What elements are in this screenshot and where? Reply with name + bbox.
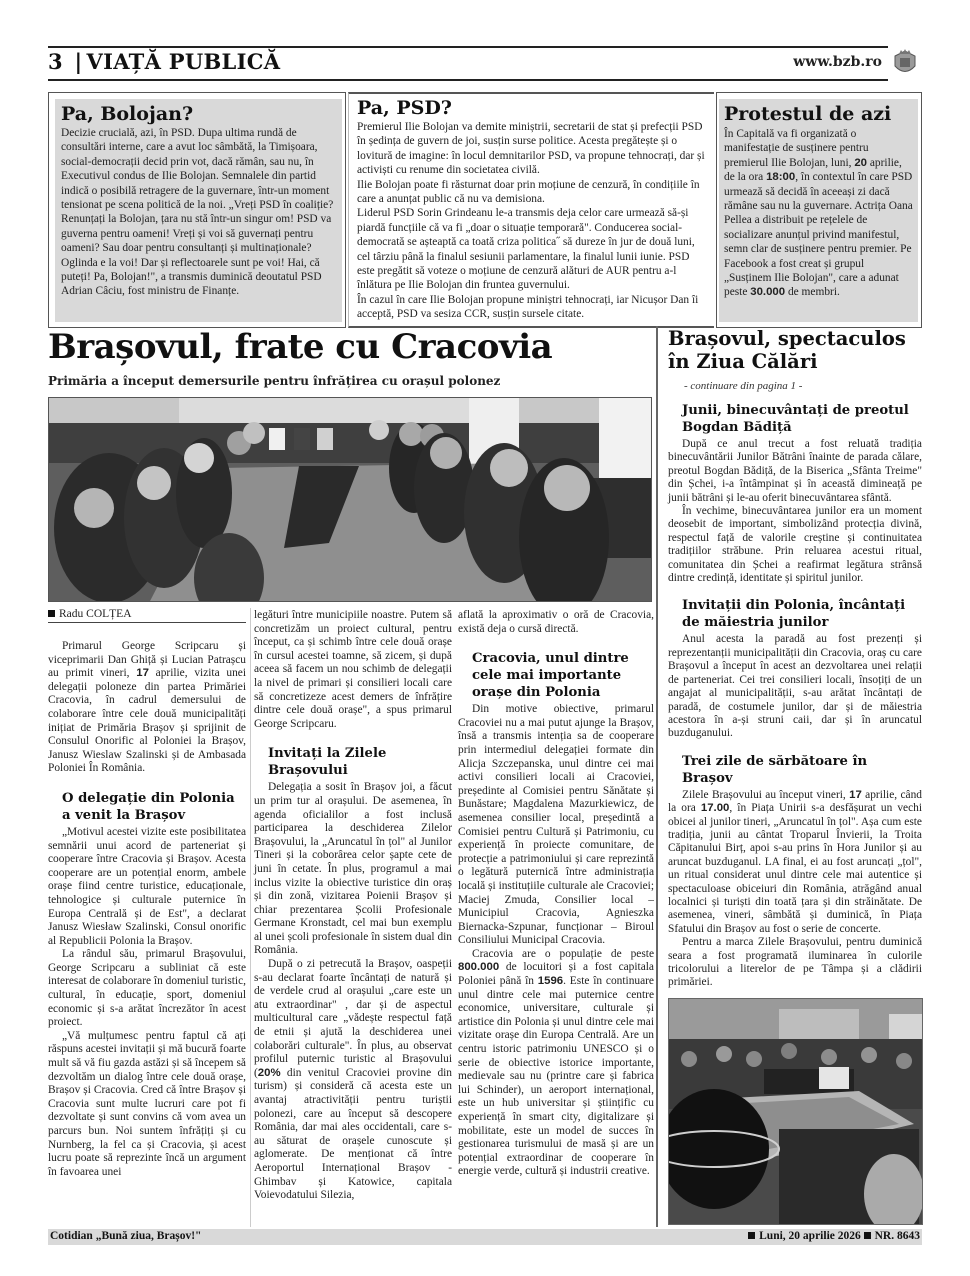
box-body: Decizie crucială, azi, în PSD. Dupa ultima rundă de consultări interne, care a avut loc sâmbătă, la Timișoara, social-democrații decid prin vot, dacă rămân, sau nu, în Executivul condus de Ilie Bolojan. Semnalele din partid indică o posibilă retragere de la guvernare, într-un moment tensionat pe scena politică de la noi. „Vreți PSD în coaliție? Renunțați la Bolojan, țara nu stă într-un singur om! PSD va guverna pentru oameni! Vreți și voi să guvernați pentru oameni? Sau doar pentru consultanți și multinaționale? Oglinda e la voi! Dar și reflectoarele sunt pe voi! Hai, că puteți! Pa, Bolojan!", a transmis duminică deoutatul PSD Adrian Câciu, fost ministru de Finanțe. xyxy=(61,127,334,298)
paragraph: aflată la aproximativ o oră de Cracovia, există deja o cursă directă. xyxy=(458,609,654,635)
paragraph: În vechime, binecuvântarea junilor era un moment deosebit de important, simbolizând protecția divină, respectul față de valorile creștine și continuitatea tradițiilor străbune. Prin reluarea acestui ritual, comunitatea din Șchei a reafirmat legătura strânsă dintre credință, identitate și spiritul junilor. xyxy=(668,505,922,585)
footer-issue-info xyxy=(748,1230,920,1242)
square-bullet-icon xyxy=(864,1232,871,1239)
publication-name: Cotidian „Bună ziua, Brașov!" xyxy=(50,1230,202,1242)
box-title: Pa, PSD? xyxy=(357,97,452,119)
page-number: 3 xyxy=(48,49,63,74)
article-column-3 xyxy=(458,609,654,1179)
continuation-note: - continuare din pagina 1 - xyxy=(684,380,803,392)
subheading: O delegație din Polonia a venit la Brașov xyxy=(62,790,235,823)
author-name: Radu COLȚEA xyxy=(59,608,132,620)
paragraph: Delegația a sosit în Brașov joi, a făcut un prim tur al orașului. De asemenea, în agenda oficialilor a fost inclusă participarea la deschiderea Zilelor Brașovului, la „Aruncatul în țol" al Junilor Tineri și la coborârea celor șapte cete de juni în cetate. În plus, programul a mai inclus vizite la obiective turistice din oraș și din zonă, vizitarea Poienii Brașov și chiar prezentarea Școlii Profesionale Germane Kronstadt, cel mai bun exemplu al unei școli profesionale în sistem dual din România. xyxy=(254,781,452,957)
tourism-share: 20% xyxy=(257,1066,281,1079)
main-article-subtitle: Primăria a început demersurile pentru înfrățirea cu orașul polonez xyxy=(48,374,501,388)
event-time: 18:00 xyxy=(766,171,796,184)
text-run: de membri. xyxy=(785,286,840,299)
text-run: , în Piața Unirii s-a desfășurat un vechi obicei al junilor tineri, „Aruncatul în țol". Așa cum este tradiția, junii au cântat Troparul Învierii, la Troita Căpitanului Birț, apoi s-au prins în Hora Junilor și au aruncat buzduganul. LA final, ei au fost aruncați „țol", un ritual considerat unul dintre cele mai autentice și spectaculoase obiceiuri din România, atrăgând anual localnici și turiști din toată țara și din străinătate. De asemenea, vineri, sâmbătă și duminică, în Piața Sfatului din Brașov au fost o serie de concerte. xyxy=(668,802,923,935)
paragraph: Din motive obiective, primarul Cracoviei nu a mai putut ajunge la Brașov, însă a transmis intenția sa de cooperare prin intermediul delegației formate din Alicja Szczepanska, unul dintre cei mai activi consilieri locali ai Cracoviei, președinte al Comisiei pentru Sănătate și Bunăstare; Magdalena Mazurkiewicz, de asemenea consilier local, președintă a Comisiei pentru Cultură și Patrimoniu, cu experiență în proiecte comunitare, de protecție a patrimoniului și care reprezintă o legătură puternică între administrația locală și instituțiile culturale ale Cracoviei; Maciej Zmuda, Consilier local – Municipiul Cracovia, Agnieszka Biernacka-Szpunar, funcționar – Biroul Consiliului Municipal Cracovia. xyxy=(458,703,654,947)
paragraph: Anul acesta la paradă au fost prezenți și reprezentanții municipalității din Cracovia, oraș cu care Brașovul a început în acest an dezvoltarea unei relații de parteneriat. Cei trei consilieri locali, însoțiți de un angajat al municipalității, s-au arătat încântați de paradă, de costumele junilor, dar și de măiestria acestora în a-și struni caii, dar și în aruncatul buzduganului. xyxy=(668,633,922,740)
paragraph: „Vă mulțumesc pentru faptul că ați răspuns acestei invitații și mă bucură foarte mult să vă fiu gazda astăzi și să începem să dezvoltăm un dialog între cele două orașe, Brașov și Cracovia. Cred că între Brașov și Cracovia sunt multe lucruri care pot fi dezvoltate și sunt convins că vom avea un parcurs bun. Noi suntem înfrățiți și cu Nurnberg, la fel ca și Cracovia, și acest lucru poate să reprezinte încă un argument în favoarea unei xyxy=(48,1029,246,1178)
site-url-link[interactable]: www.bzb.ro xyxy=(793,54,882,70)
section-header xyxy=(48,49,280,74)
box-paragraph: Ilie Bolojan poate fi răsturnat doar prin moțiune de cenzură, în condițiile în care a anunțat public că nu va demisiona. xyxy=(357,178,700,206)
subheading: Invitați la Zilele Brașovului xyxy=(268,746,387,779)
population: 800.000 xyxy=(458,961,500,974)
paragraph: legături între municipiile noastre. Putem să concretizăm un proiect cultural, pentru început, ca și schimb între cele două orașe în cursul acestei toamne, să zicem, și după aceea să facem un nou schimb de delegații la nivel de primari și consilieri locali care să concretizeze acest demers de înfrățire dintre cele două orașe", a spus primarul George Scripcaru. xyxy=(254,609,452,730)
side-article-body xyxy=(668,396,922,990)
paragraph: „Motivul acestei vizite este posibilitatea semnării unui acord de parteneriat și cooperare între Cracovia și Brașov. Acesta cooperare are un potențial enorm, ambele orașe fiind centre turistice, educaționale, tehnologice și culturale puternice în Europa Centrală și de Est", a declarat Janusz Wiesław Szalinski, Consul onorific al Republicii Polonia la Brașov. xyxy=(48,825,246,947)
crowd-photo-illustration xyxy=(669,999,923,1225)
box-protestul-de-azi xyxy=(719,99,918,322)
section-name: VIAȚĂ PUBLICĂ xyxy=(86,49,281,74)
box-title: Protestul de azi xyxy=(724,103,892,125)
event-time: 17.00 xyxy=(700,802,730,815)
issue-number: NR. 8643 xyxy=(874,1230,920,1242)
page-footer xyxy=(48,1229,922,1245)
paragraph: La rândul său, primarul Brașovului, George Scripcaru a subliniat că este interesat de colaborare în domeniul turistic, cultural, în educație, sport, domeniul economic și s-a arătat încrezător în acest proiect. xyxy=(48,948,247,1029)
box-pa-psd xyxy=(348,92,714,328)
paragraph xyxy=(48,640,246,776)
paragraph: Pentru a marca Zilele Brașovului, pentru duminică seara a fost programată iluminarea în culorile tricolorului a literelor de pe Tâmpa și a clădirii primăriei. xyxy=(668,936,922,989)
side-article-stack xyxy=(668,396,922,1225)
member-count: 30.000 xyxy=(750,286,786,299)
date-day: 17 xyxy=(849,788,862,801)
date-day: 17 xyxy=(136,667,149,680)
subheading: Invitații din Polonia, încântați de măiestria junilor xyxy=(682,598,906,631)
subheading: Trei zile de sărbătoare în Brașov xyxy=(682,753,868,786)
crowd-photo xyxy=(668,998,923,1225)
box-pa-bolojan xyxy=(55,99,342,322)
main-article-title: Brașovul, frate cu Cracovia xyxy=(48,327,553,367)
header-separator: | xyxy=(74,49,83,74)
text-run: aprilie, vizita unei delegații poloneze din partea Primăriei Cracovia, în cadrul demersului de colaborare între cele două municipalități inițiat de Primăria Brașov și sprijinit de Consulul Onorific al Poloniei la Brașov, Janusz Wieslaw Szalinski și de Ambasada Poloniei În România. xyxy=(48,667,246,775)
text-run: . Este în continuare unul dintre cele mai puternice centre economice, universitare, culturale și artistice din Polonia și unul dintre cele mai vizitate orașe din Europa Centrală. Are un centru istoric patrimoniu UNESCO și o serie de obiective istorice importante, medievale sau nu (printre care și fabrica lui Schinder), un aeroport internațional, este un hub universitar și științific cu experiență în smart city, digitalizare și mobilitate, este un model de succes în gestionarea turismului de masă și are un potențial extraordinar de cooperare în energie verde, cultură și industrii creative. xyxy=(458,975,654,1178)
year: 1596 xyxy=(537,975,564,988)
coat-of-arms-icon xyxy=(891,48,919,78)
header-top-rule xyxy=(48,46,888,48)
article-column-1 xyxy=(48,640,246,1179)
paragraph xyxy=(458,948,654,1179)
text-run: , în contextul în care PSD urmează să decidă în aceeași zi dacă rămâne sau nu la guvernare. Actrița Oana Pellea a distribuit pe rețelele de socializare anunțul privind manifestul, semn clar de susținere pentru premier. Pe Facebook a fost creat și grupul „Susținem Ilie Bolojan", care a adunat peste xyxy=(724,171,913,299)
paragraph: După ce anul trecut a fost reluată tradiția binecuvântării Junilor Bătrâni înainte de parada călare, preotul Bogdan Bădiță, de la Biserica „Sfânta Treime" din Șchei, i-a întâmpinat și în această dimineață pe junii bătrâni și le-au oferit binecuvântarea sfântă. xyxy=(668,438,922,504)
column-divider xyxy=(250,608,251,1227)
article-column-2 xyxy=(254,609,452,1203)
meeting-photo xyxy=(48,397,652,602)
text-run: de locuitori și a fost capitala Poloniei până în xyxy=(458,961,654,988)
box-paragraph: Premierul Ilie Bolojan va demite miniștrii, secretarii de stat și prefecții PSD în ședința de guvern de joi, susțin surse politice. Acesta pregătește și o lovitură de imagine: în locul demnitarilor PSD, va propune tehnocrați, dar și activiști cu renume din societatea civilă. xyxy=(357,121,705,177)
main-right-border xyxy=(656,326,658,1227)
paragraph xyxy=(668,789,922,936)
date-day: 20 xyxy=(854,156,868,169)
text-run: Cracovia are o populație de peste xyxy=(472,947,654,960)
side-article-title: Brașovul, spectaculos în Ziua Călări xyxy=(668,327,906,373)
text-run: În Capitală va fi organizată o manifestație de susținere pentru premierul Ilie Bolojan, luni, xyxy=(724,128,869,169)
subheading: Junii, binecuvântați de preotul Bogdan Bădiță xyxy=(682,403,909,435)
box-paragraph: Liderul PSD Sorin Grindeanu le-a transmis deja celor care urmează să-și piardă funcțiile că va fi „doar o situație temporară". Conducerea social-democrată se așteaptă ca toată criza politica˝ să dureze în jur de două luni, cel târziu până la finalul sesiunii parlamentare, la finalul lunii iunie. PSD este pregătit să voteze o moțiune de cenzură alături de AUR pentru a-l înlătura pe Ilie Bolojan din fruntea guvernului. xyxy=(357,207,695,292)
text-run: din venitul Cracoviei provine din turism) și consideră că acesta este un avantaj atractivității pentru turiștii polonezi, care au început să descopere România, dar mai ales occidentali, care s-au săturat de orașele cunoscute și aglomerate. De menționat că între Aeroportul Internațional Brașov - Ghimbav și Katowice, capitala Voievodatului Silezia, xyxy=(254,1066,452,1202)
box-paragraph: În cazul în care Ilie Bolojan propune miniștri tehnocrați, iar Nicușor Dan îi acceptă, PSD va sesiza CCR, susțin sursele citate. xyxy=(357,293,699,321)
text-run: aprilie, când la ora xyxy=(668,788,922,815)
text-run: aprilie, de la ora xyxy=(724,156,902,184)
issue-date: Luni, 20 aprilie 2026 xyxy=(759,1230,861,1242)
text-run: După o zi petrecută la Brașov, oaspeții s-au declarat foarte încântați de natură și de verdele crud al orașului „care este un atu extraordinar" , dar și de aspectul multicultural care „vădește respectul față de etnii și ajută la deschiderea unei colaborări culturale". În plus, au observat profilul puternic turistic al Brașovului ( xyxy=(254,958,452,1079)
paragraph xyxy=(254,958,452,1203)
text-run: Primarul George Scripcaru și viceprimarii Dan Ghiță și Lucian Patrașcu au primit vineri, xyxy=(48,640,246,680)
box-title: Pa, Bolojan? xyxy=(61,103,194,125)
meeting-photo-illustration xyxy=(49,398,652,602)
byline xyxy=(48,608,246,623)
square-bullet-icon xyxy=(48,610,55,617)
square-bullet-icon xyxy=(748,1232,755,1239)
header-bottom-rule xyxy=(48,79,888,81)
text-run: Zilele Brașovului au început vineri, xyxy=(682,788,850,801)
box-body xyxy=(724,127,913,300)
subheading: Cracovia, unul dintre cele mai importante orașe din Polonia xyxy=(472,651,629,701)
